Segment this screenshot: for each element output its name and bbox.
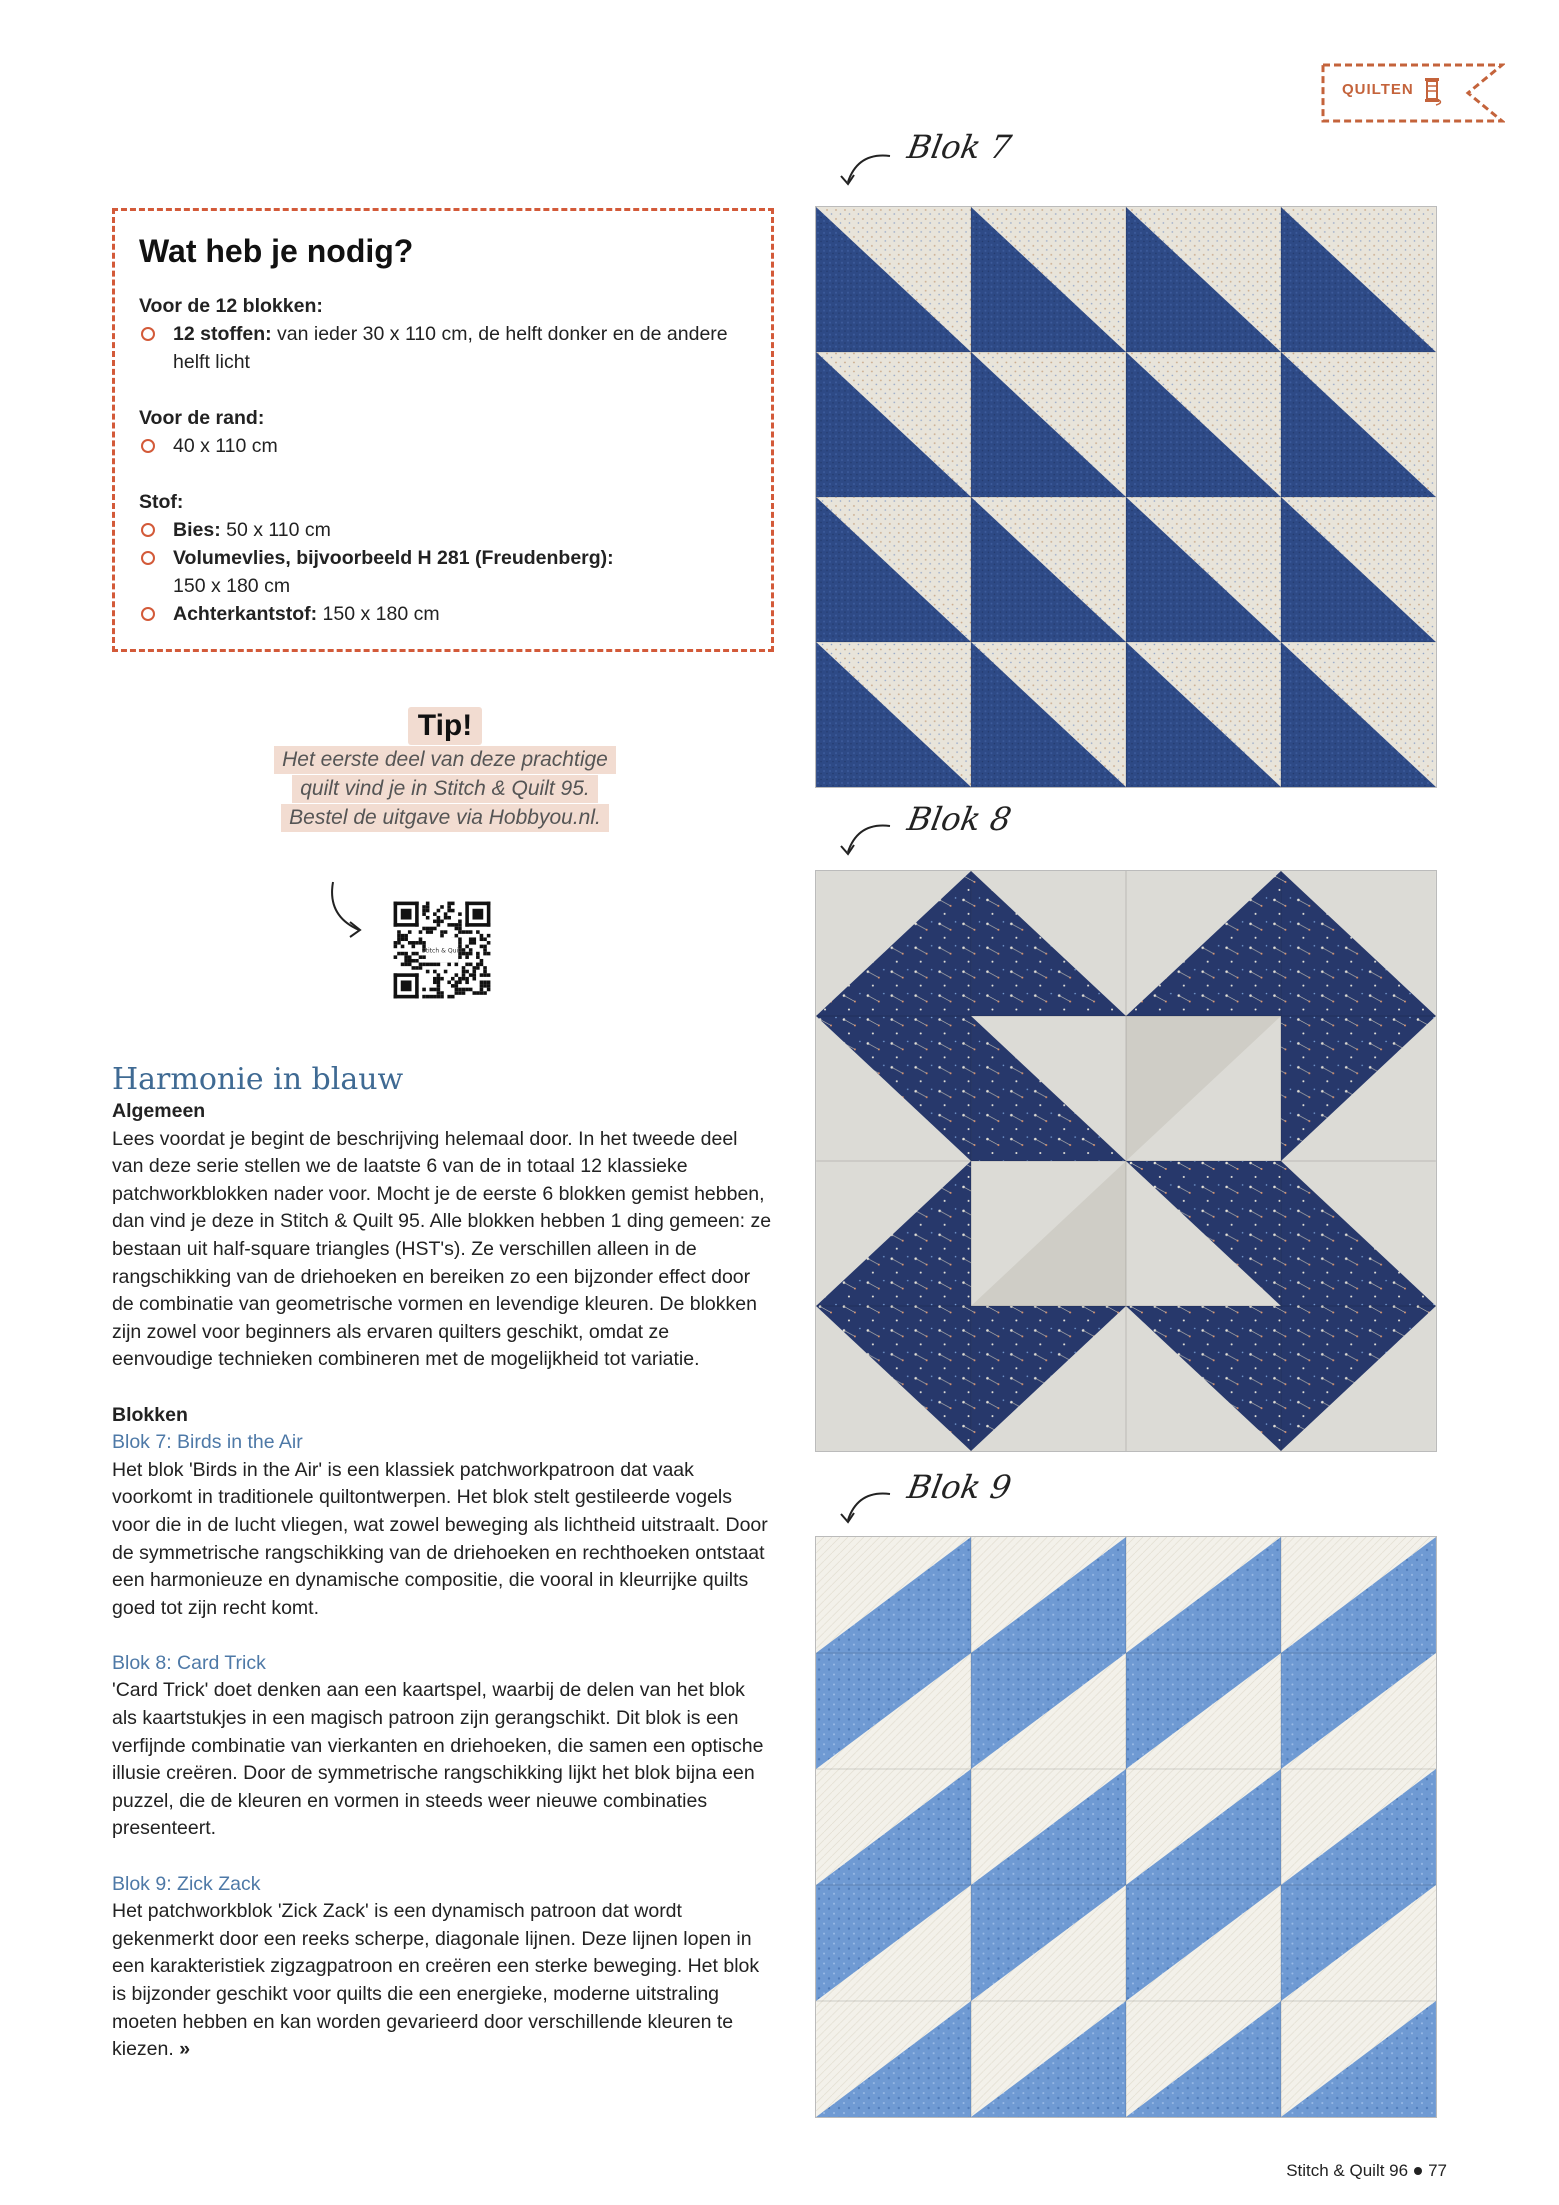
qr-module xyxy=(419,941,423,945)
continue-mark: » xyxy=(179,2038,191,2061)
qr-module xyxy=(394,973,398,998)
blok8-triangles xyxy=(816,871,1436,1451)
qr-module xyxy=(458,930,462,934)
blok9-label: Blok 9 xyxy=(904,1468,1015,1506)
qr-module xyxy=(429,927,433,931)
qr-module xyxy=(447,902,451,906)
qr-module xyxy=(408,963,412,967)
qr-module xyxy=(394,902,419,906)
qr-module xyxy=(444,970,448,974)
qr-module xyxy=(404,955,408,959)
qr-module xyxy=(437,916,441,920)
qr-module xyxy=(394,955,398,959)
qr-module xyxy=(440,930,444,934)
separator-dot xyxy=(1414,2167,1422,2175)
qr-module xyxy=(476,963,480,967)
qr-module xyxy=(394,973,419,977)
materials-item-text: 150 x 180 cm xyxy=(173,575,291,597)
qr-module xyxy=(415,941,419,945)
qr-module xyxy=(487,988,491,992)
qr-module xyxy=(397,952,401,956)
qr-module xyxy=(394,945,398,949)
qr-module xyxy=(480,945,484,949)
section-heading: Blokken xyxy=(112,1403,188,1426)
qr-module xyxy=(429,995,433,999)
sewing-spool-icon xyxy=(1422,76,1444,106)
circle-bullet-icon xyxy=(141,607,155,621)
qr-module xyxy=(451,984,455,988)
qr-module xyxy=(455,988,459,992)
materials-box xyxy=(112,208,774,652)
qr-module xyxy=(447,905,451,909)
qr-module xyxy=(401,909,412,920)
body-text: Lees voordat je begint de beschrijving helemaal door. In het tweede deel van deze serie stellen we de laatste 6 van de in totaal 12 klassieke patchworkblokken nader voor. Mocht je de eerste 6 blokken gemist hebben, dan vind je deze in Stitch & Quilt 95. Alle blokken hebben 1 ding gemeen: ze bestaan uit half-square triangles (HST's). Ze verschillen alleen in de rangschikking van de driehoeken en bereiken zo een bijzonder effect door de combinatie van geometrische vormen en levendige kleuren. De blokken zijn zowel voor beginners als ervaren quilters geschikt, omdat ze eenvoudige technieken combineren met de mogelijkheid tot variatie. xyxy=(112,1127,772,1371)
qr-module xyxy=(455,927,459,931)
qr-module xyxy=(462,966,466,970)
qr-module xyxy=(469,963,473,967)
qr-code-icon[interactable] xyxy=(390,898,494,1002)
qr-module xyxy=(397,937,401,941)
qr-module xyxy=(458,923,462,927)
qr-module xyxy=(458,941,462,945)
qr-module xyxy=(437,977,441,981)
qr-module xyxy=(422,905,426,909)
qr-module xyxy=(465,923,490,927)
qr-module xyxy=(422,909,426,913)
qr-module xyxy=(469,937,473,941)
qr-module xyxy=(437,991,441,995)
qr-module xyxy=(401,952,405,956)
qr-module xyxy=(426,916,430,920)
qr-module xyxy=(465,988,469,992)
qr-module xyxy=(480,980,484,984)
qr-module xyxy=(465,955,469,959)
qr-module xyxy=(401,934,405,938)
qr-module xyxy=(433,963,437,967)
qr-module xyxy=(465,970,469,974)
qr-module xyxy=(447,995,451,999)
qr-module xyxy=(404,937,408,941)
qr-module xyxy=(426,909,430,913)
materials-item xyxy=(139,544,747,600)
tip-title: Tip! xyxy=(408,707,482,745)
qr-module xyxy=(422,912,426,916)
qr-module xyxy=(426,927,430,931)
qr-module xyxy=(472,970,476,974)
qr-module xyxy=(419,966,423,970)
tip-box xyxy=(240,707,650,832)
materials-item-bold: Volumevlies, bijvoorbeeld H 281 (Freudenberg): xyxy=(173,547,614,569)
qr-module xyxy=(447,963,451,967)
qr-module xyxy=(487,934,491,938)
tip-line: Bestel de uitgave via Hobbyou.nl. xyxy=(281,804,609,832)
qr-module xyxy=(437,995,441,999)
qr-module xyxy=(408,941,412,945)
qr-module xyxy=(433,980,437,984)
qr-module xyxy=(426,905,430,909)
curved-arrow-icon xyxy=(325,880,365,940)
qr-module xyxy=(455,973,459,977)
article-title: Harmonie in blauw xyxy=(112,1062,404,1097)
materials-item-text: 50 x 110 cm xyxy=(220,519,331,541)
qr-module xyxy=(422,988,426,992)
qr-module xyxy=(397,930,401,934)
qr-module xyxy=(465,930,469,934)
qr-module xyxy=(458,912,462,916)
qr-module xyxy=(408,955,412,959)
qr-module xyxy=(487,973,491,977)
qr-module xyxy=(412,941,416,945)
subsection-heading: Blok 7: Birds in the Air xyxy=(112,1431,303,1454)
qr-module xyxy=(451,902,455,906)
article-section-blok8 xyxy=(112,1650,772,1843)
materials-item-bold: Achterkantstof: xyxy=(173,603,318,625)
qr-module xyxy=(455,923,459,927)
qr-module xyxy=(472,977,476,981)
qr-module xyxy=(451,909,455,913)
qr-module xyxy=(462,930,466,934)
materials-section-blokken xyxy=(139,292,747,376)
qr-module xyxy=(415,959,419,963)
qr-module xyxy=(437,984,441,988)
qr-module xyxy=(483,991,487,995)
qr-module xyxy=(480,973,484,977)
blok7-quilt-image xyxy=(815,206,1437,788)
materials-item xyxy=(139,516,747,544)
qr-module xyxy=(465,980,469,984)
qr-module xyxy=(437,980,441,984)
qr-module xyxy=(472,941,476,945)
qr-module xyxy=(480,963,484,967)
circle-bullet-icon xyxy=(141,551,155,565)
qr-module xyxy=(487,902,491,927)
qr-module xyxy=(483,945,487,949)
qr-module xyxy=(422,955,426,959)
qr-module xyxy=(419,930,423,934)
qr-module xyxy=(476,955,480,959)
qr-module xyxy=(483,937,487,941)
blok8-label: Blok 8 xyxy=(904,800,1015,838)
qr-module xyxy=(433,970,437,974)
qr-module xyxy=(458,980,462,984)
qr-module xyxy=(472,937,476,941)
qr-module xyxy=(422,927,426,931)
qr-module xyxy=(476,952,480,956)
qr-module xyxy=(447,909,451,913)
qr-module xyxy=(426,930,430,934)
body-text: Het blok 'Birds in the Air' is een klassiek patchworkpatroon dat vaak voorkomt in traditionele quiltontwerpen. Het blok stelt gestileerde vogels voor die in de lucht vliegen, wat zowel beweging als lichtheid uitstraalt. Door de symmetrische rangschikking van de driehoeken en rechthoeken ontstaat een harmonieuze en dynamische compositie, die vooral in kleurrijke quilts goed tot zijn recht komt. xyxy=(112,1458,768,1619)
qr-module xyxy=(419,963,423,967)
qr-module xyxy=(472,991,476,995)
qr-module xyxy=(437,923,441,927)
qr-module xyxy=(458,991,462,995)
qr-module xyxy=(394,923,419,927)
qr-module xyxy=(412,945,416,949)
qr-module xyxy=(462,977,466,981)
blok7-label: Blok 7 xyxy=(904,128,1015,166)
qr-module xyxy=(444,916,448,920)
section-heading: Algemeen xyxy=(112,1100,206,1122)
qr-module xyxy=(462,988,466,992)
qr-module xyxy=(455,984,459,988)
qr-module xyxy=(451,995,455,999)
qr-module xyxy=(415,966,419,970)
qr-module xyxy=(458,937,462,941)
qr-module xyxy=(455,934,459,938)
qr-module xyxy=(487,984,491,988)
qr-module xyxy=(465,945,469,949)
article-section-algemeen xyxy=(112,1098,772,1374)
materials-heading: Voor de 12 blokken: xyxy=(139,295,323,317)
materials-heading: Voor de rand: xyxy=(139,407,265,429)
materials-item xyxy=(139,320,747,376)
qr-module xyxy=(483,966,487,970)
qr-module xyxy=(440,977,444,981)
materials-section-stof xyxy=(139,488,747,628)
qr-module xyxy=(444,912,448,916)
qr-module xyxy=(469,930,473,934)
qr-module xyxy=(440,920,444,924)
qr-center-label: Stitch & Quilt xyxy=(421,947,463,955)
qr-module xyxy=(462,973,466,977)
qr-module xyxy=(476,991,480,995)
qr-module xyxy=(469,988,473,992)
qr-module xyxy=(455,980,459,984)
qr-module xyxy=(483,952,487,956)
subsection-heading: Blok 8: Card Trick xyxy=(112,1651,266,1674)
qr-module xyxy=(465,963,469,967)
qr-module xyxy=(404,963,408,967)
qr-module xyxy=(426,963,430,967)
qr-module xyxy=(437,920,441,924)
qr-module xyxy=(462,991,466,995)
materials-item-bold: 12 stoffen: xyxy=(173,323,272,345)
qr-module xyxy=(483,948,487,952)
qr-module xyxy=(458,927,462,931)
qr-module xyxy=(483,973,487,977)
qr-module xyxy=(447,980,451,984)
qr-module xyxy=(408,930,412,934)
qr-module xyxy=(433,927,437,931)
qr-module xyxy=(397,934,401,938)
circle-bullet-icon xyxy=(141,523,155,537)
qr-module xyxy=(483,980,487,984)
qr-module xyxy=(412,952,416,956)
qr-module xyxy=(451,923,455,927)
qr-module xyxy=(426,902,430,906)
qr-module xyxy=(429,963,433,967)
materials-title: Wat heb je nodig? xyxy=(139,233,414,269)
qr-module xyxy=(469,952,473,956)
article-section-blok9 xyxy=(112,1871,772,2064)
subsection-heading: Blok 9: Zick Zack xyxy=(112,1872,261,1895)
qr-module xyxy=(426,970,430,974)
qr-module xyxy=(401,945,405,949)
curved-arrow-icon xyxy=(836,820,894,860)
qr-module xyxy=(455,963,459,967)
qr-module xyxy=(404,952,408,956)
qr-module xyxy=(394,995,419,999)
qr-module xyxy=(404,934,408,938)
qr-module xyxy=(401,937,405,941)
qr-module xyxy=(458,955,462,959)
qr-module xyxy=(465,977,469,981)
tip-line: quilt vind je in Stitch & Quilt 95. xyxy=(292,775,597,803)
curved-arrow-icon xyxy=(836,1488,894,1528)
qr-module xyxy=(487,952,491,956)
qr-module xyxy=(480,984,484,988)
qr-module xyxy=(419,955,423,959)
materials-item-text: 40 x 110 cm xyxy=(173,435,278,457)
qr-module xyxy=(487,941,491,945)
qr-module xyxy=(458,988,462,992)
qr-module xyxy=(415,973,419,998)
qr-module xyxy=(480,934,484,938)
qr-module xyxy=(465,952,469,956)
qr-module xyxy=(465,902,490,906)
qr-module xyxy=(447,916,451,920)
qr-module xyxy=(437,988,441,992)
qr-module xyxy=(472,909,483,920)
qr-module xyxy=(440,934,444,938)
body-text xyxy=(112,1898,772,2064)
qr-module xyxy=(433,988,437,992)
qr-module xyxy=(437,963,441,967)
materials-heading: Stof: xyxy=(139,491,184,513)
qr-module xyxy=(472,966,476,970)
qr-module xyxy=(451,977,455,981)
blok9-quilt-image xyxy=(815,1536,1437,2118)
qr-module xyxy=(476,966,480,970)
qr-module xyxy=(437,909,441,913)
materials-item xyxy=(139,432,747,460)
tip-line: Het eerste deel van deze prachtige xyxy=(274,746,616,774)
materials-item-bold: Bies: xyxy=(173,519,221,541)
qr-module xyxy=(433,912,437,916)
materials-item-text: van ieder 30 x 110 cm, de helft donker en de andere helft licht xyxy=(173,323,728,373)
qr-module xyxy=(422,995,426,999)
qr-module xyxy=(480,959,484,963)
circle-bullet-icon xyxy=(141,439,155,453)
qr-module xyxy=(480,937,484,941)
qr-module xyxy=(415,902,419,927)
qr-module xyxy=(429,930,433,934)
qr-module xyxy=(422,941,426,945)
qr-module xyxy=(458,977,462,981)
qr-module xyxy=(433,977,437,981)
qr-module xyxy=(476,930,480,934)
qr-module xyxy=(394,941,398,945)
qr-module xyxy=(447,923,451,927)
qr-module xyxy=(401,963,405,967)
qr-module xyxy=(465,902,469,927)
qr-module xyxy=(483,984,487,988)
qr-module xyxy=(469,948,473,952)
qr-module xyxy=(422,963,426,967)
qr-module xyxy=(455,991,459,995)
page-number: 77 xyxy=(1428,2161,1447,2180)
qr-module xyxy=(419,937,423,941)
qr-module xyxy=(444,930,448,934)
magazine-name: Stitch & Quilt 96 xyxy=(1286,2161,1409,2180)
qr-module xyxy=(429,988,433,992)
article-section-blok7 xyxy=(112,1402,772,1623)
circle-bullet-icon xyxy=(141,327,155,341)
qr-module xyxy=(483,970,487,974)
qr-module xyxy=(458,920,462,924)
qr-module xyxy=(440,995,444,999)
qr-module xyxy=(433,920,437,924)
qr-module xyxy=(426,995,430,999)
qr-module xyxy=(412,966,416,970)
qr-module xyxy=(397,941,401,945)
qr-module xyxy=(440,991,444,995)
qr-module xyxy=(469,973,473,977)
curved-arrow-icon xyxy=(836,150,894,190)
qr-module xyxy=(480,991,484,995)
qr-module xyxy=(440,905,444,909)
qr-module xyxy=(404,959,408,963)
qr-module xyxy=(462,970,466,974)
article xyxy=(112,1062,772,2064)
qr-module xyxy=(401,980,412,991)
qr-module xyxy=(469,941,473,945)
page-footer xyxy=(1286,2161,1447,2181)
qr-module xyxy=(472,973,476,977)
materials-item-text: 150 x 180 cm xyxy=(317,603,440,625)
qr-module xyxy=(412,959,416,963)
qr-module xyxy=(487,980,491,984)
qr-module xyxy=(433,995,437,999)
blok8-quilt-image xyxy=(815,870,1437,1452)
qr-module xyxy=(394,902,398,927)
qr-module xyxy=(408,959,412,963)
qr-module xyxy=(480,988,484,992)
qr-module xyxy=(415,952,419,956)
body-text: 'Card Trick' doet denken aan een kaartspel, waarbij de delen van het blok als kaartstukjes in een magisch patroon zijn gerangschikt. Dit blok is een verfijnde combinatie van vierkanten en driehoeken, die samen een optische illusie creëren. Door de symmetrische rangschikking lijkt het blok bijna een puzzel, die de kleuren en vormen in steeds weer nieuwe combinaties presenteert. xyxy=(112,1679,764,1840)
materials-item xyxy=(139,600,747,628)
section-tag xyxy=(1320,62,1505,124)
body-text-span: Het patchworkblok 'Zick Zack' is een dynamisch patroon dat wordt gekenmerkt door een reeks scherpe, diagonale lijnen. Deze lijnen lopen in een karakteristiek zigzagpatroon en creëren een sterke beweging. Het blok is bijzonder geschikt voor quilts die een energieke, moderne uitstraling moeten hebben en kan worden gevarieerd door verschillende kleuren te kiezen. xyxy=(112,1900,760,2061)
materials-section-rand xyxy=(139,404,747,460)
section-label: QUILTEN xyxy=(1342,81,1414,98)
qr-module xyxy=(437,973,441,977)
